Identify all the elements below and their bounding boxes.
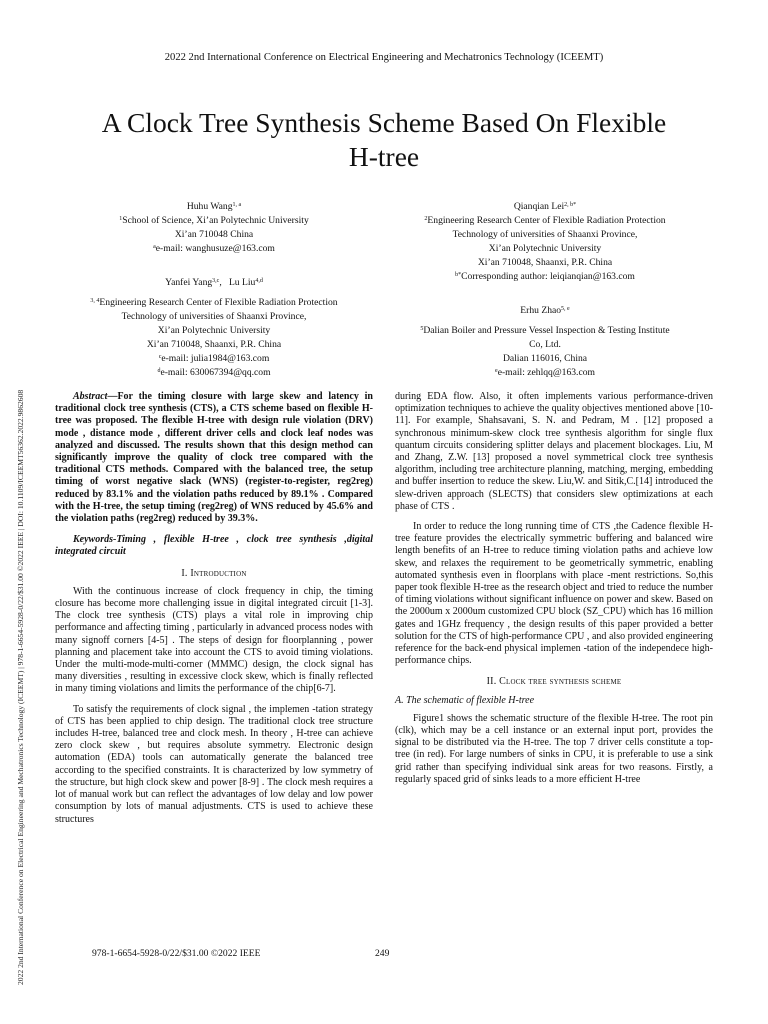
author-email (64, 352, 364, 366)
email-text: e-mail: zehlqq@163.com (497, 367, 595, 378)
body-paragraph: To satisfy the requirements of clock signal , the implemen -tation strategy of CTS has been applied to chip design. The traditional clock tree structure includes H-tree, balanced tree and clock mesh. In theory , H-tree can achieve zero clock skew , but requires absolute symmetry. Electronic design automation (EDA) tools can automatically generate the balanced tree according to the specified constraints. It is characterized by low symmetry of the structure, but high clock skew and power [8-9] . The clock mesh requires a lot of manual work but can reflect the advantages of low delay and low power consumption by lots of manual adjustments. CTS is used to achieve these structures (55, 703, 373, 825)
corresponding-author (395, 270, 695, 284)
author-sup: 2, b* (564, 202, 577, 208)
author-name (64, 200, 364, 214)
affiliation-line: Co, Ltd. (529, 339, 561, 350)
email-text: e-mail: 630067394@qq.com (160, 367, 271, 378)
affiliation-line: Xi’an 710048 China (174, 229, 254, 240)
email-text: e-mail: wanghusuze@163.com (155, 243, 275, 254)
author-block-erhu (395, 304, 695, 380)
email-sup: c (158, 354, 162, 360)
author-email (64, 242, 364, 256)
email-text: Corresponding author: leiqianqian@163.com (461, 271, 635, 282)
author-name (395, 200, 695, 214)
author-sup: 1, a (232, 202, 242, 208)
author-name-text: Huhu Wang (186, 201, 233, 212)
author-name-text: Erhu Zhao (520, 305, 562, 316)
body-paragraph: Figure1 shows the schematic structure of the flexible H-tree. The root pin (clk), which may be a cell instance or an external input port, provides the signal to be distributed via the H-tree. The top 7 driver cells constitute a top-tree (in red). For large numbers of sinks in CPU, it is preferable to use a sink grid rather than specifying individual sink areas for two reasons. Firstly, a regularly spaced grid of sinks leads to a more efficient H-tree (395, 712, 713, 785)
title-line-1: A Clock Tree Synthesis Scheme Based On Flexible (101, 107, 667, 138)
author-email (64, 366, 364, 380)
author-name (395, 304, 695, 318)
affiliation-line (64, 296, 364, 310)
affiliation-line: Technology of universities of Shaanxi Province, (452, 229, 638, 240)
author-name: Yanfei Yang$^{3,c}$, Lu Liu$^{4,d}$ (165, 277, 263, 288)
authors-right-column (395, 200, 695, 394)
affiliation-line (395, 214, 695, 228)
email-sup: a (153, 244, 156, 250)
affiliation-sup: 5 (420, 326, 424, 332)
keywords: Keywords-Timing , flexible H-tree , clock tree synthesis ,digital integrated circuit (55, 534, 373, 558)
section-heading-cts-scheme: II. Clock tree synthesis scheme (486, 676, 622, 688)
authors-left-column (64, 200, 364, 394)
affiliation-line: Xi’an 710048, Shaanxi, P.R. China (146, 339, 282, 350)
author-block-yanfei-lu (64, 276, 364, 380)
abstract (55, 391, 373, 525)
title-line-2: H-tree (348, 141, 420, 172)
affiliation-sup: 1 (119, 216, 123, 222)
author-sup: 3,c (212, 278, 220, 284)
author-block-qianqian (395, 200, 695, 284)
email-sup: d (157, 368, 161, 374)
body-left-column (55, 391, 373, 826)
conference-header: 2022 2nd International Conference on Electrical Engineering and Mechatronics Technology (ICEEMT) (164, 52, 604, 63)
email-sup: e (495, 368, 498, 374)
affiliation-sup: 3, 4 (90, 298, 100, 304)
author-block-huhu (64, 200, 364, 256)
footer-isbn: 978-1-6654-5928-0/22/$31.00 ©2022 IEEE (92, 948, 261, 959)
section-heading-introduction: I. Introduction (181, 567, 247, 579)
author-sup: 4,d (255, 278, 263, 284)
affiliation-text: Dalian Boiler and Pressure Vessel Inspection & Testing Institute (423, 325, 670, 336)
body-paragraph: In order to reduce the long running time of CTS ,the Cadence flexible H-tree feature provides the electrically symmetric buffering and balanced wire length benefits of an H-tree to reduce timing violation paths and achieve low skew, and relaxes the requirement to be geometrically symmetric, enabling automated synthesis even in floorplans with place -ment restrictions. So,this paper took flexible H-tree as the research object and tried to reduce the number of timing violations without significant influence on power and skew. Based on the 2000um x 2000um customized CPU block (SZ_CPU) which has 16 million gates and 1GHz frequency , the design results of this paper provided a better solution for the CTS of high-performance CPU , and also provided engineering reference for the back-end physical implemen -tation of the independece high-performance chips. (395, 521, 713, 667)
affiliation-line (64, 214, 364, 228)
affiliation-line: Xi’an Polytechnic University (488, 243, 602, 254)
abstract-label: Abstract (73, 391, 108, 402)
body-right-column (395, 391, 713, 786)
affiliation-line: Xi’an Polytechnic University (157, 325, 271, 336)
abstract-text: —For the timing closure with large skew and latency in traditional clock tree synthesis (CTS), a CTS scheme based on flexible H-tree was proposed. The flexible H-tree with design rule violation (DRV) mode , distance mode , different driver cells and clock leaf nodes was analyzed and discussed. The results shown that this design method can significantly improve the quality of clock tree compared with the traditional CTS methods. Compared with the balanced tree, the setup timing of worst negative slack (WNS) (register-to-register, reg2reg) reduced by 83.1% and the violation paths reduced by 89.1% . Compared with the H-tree, the setup timing (reg2reg) of WNS reduced by 45.6% and the violation paths (reg2reg) reduced by 39.3%. (55, 391, 373, 525)
paper-title (60, 106, 708, 174)
author-name-text: Qianqian Lei (513, 201, 565, 212)
affiliation-text: Engineering Research Center of Flexible Radiation Protection (99, 297, 338, 308)
affiliation-line (395, 324, 695, 338)
affiliation-line: Technology of universities of Shaanxi Province, (121, 311, 307, 322)
email-sup: b* (455, 272, 462, 278)
ieee-side-strip: 2022 2nd International Conference on Electrical Engineering and Mechatronics Technology (ICEEMT) | 978-1-6654-5928-0/22/$31.00 ©2022 IEEE | DOI: 10.1109/ICEEMT56362.2022.9862608 (16, 389, 25, 985)
author-sup: 5, e (561, 306, 570, 312)
affiliation-text: School of Science, Xi’an Polytechnic University (122, 215, 309, 226)
affiliation-sup: 2 (424, 216, 428, 222)
affiliation-line: Dalian 116016, China (502, 353, 588, 364)
affiliation-line: Xi’an 710048, Shaanxi, P.R. China (477, 257, 613, 268)
author-name-text: Yanfei Yang (165, 277, 213, 288)
author-email (395, 366, 695, 380)
body-paragraph: With the continuous increase of clock frequency in chip, the timing closure has become more challenging issue in digital integrated circuit [1-3]. The clock tree synthesis (CTS) plays a vital role in improving chip performance and affecting timing , particularly in advanced process nodes with many signoff corners [4-5] . The steps of design for floorplanning , power planning and placement take into account the CTS to avoid timing violations. Under the multi-mode-multi-corner (MMMC) design, the clock signal has many diversities , resulting in excessive clock skew, which is finally reflected in many timing violations and limits the performance of the chip[6-7]. (55, 585, 373, 695)
subsection-heading: A. The schematic of flexible H-tree (395, 694, 535, 706)
page-number: 249 (375, 948, 390, 959)
body-paragraph: during EDA flow. Also, it often implements various performance-driven optimization techniques to achieve the quality objectives mentioned above [10-11]. For example, Shahsavani, S. N. and Pedram, M . [12] proposed a synchronous minimum-skew clock tree synthesis algorithm for single flux quantum circuits considering splitter delays and placement blockages. Liu, M and Zhang, Z.W. [13] proposed a novel symmetrical clock tree synthesis algorithm, including tree architecture planning, matching, merging, embedding and buffer insertion to reduce the skew. Liu,W. and Sitik,C.[14] introduced the slew-driven approach (SLECTS) that considers slew optimizations at each phase of CTS . (395, 391, 713, 512)
author-name-text: Lu Liu (228, 277, 256, 288)
email-text: e-mail: julia1984@163.com (161, 353, 270, 364)
affiliation-text: Engineering Research Center of Flexible Radiation Protection (427, 215, 666, 226)
